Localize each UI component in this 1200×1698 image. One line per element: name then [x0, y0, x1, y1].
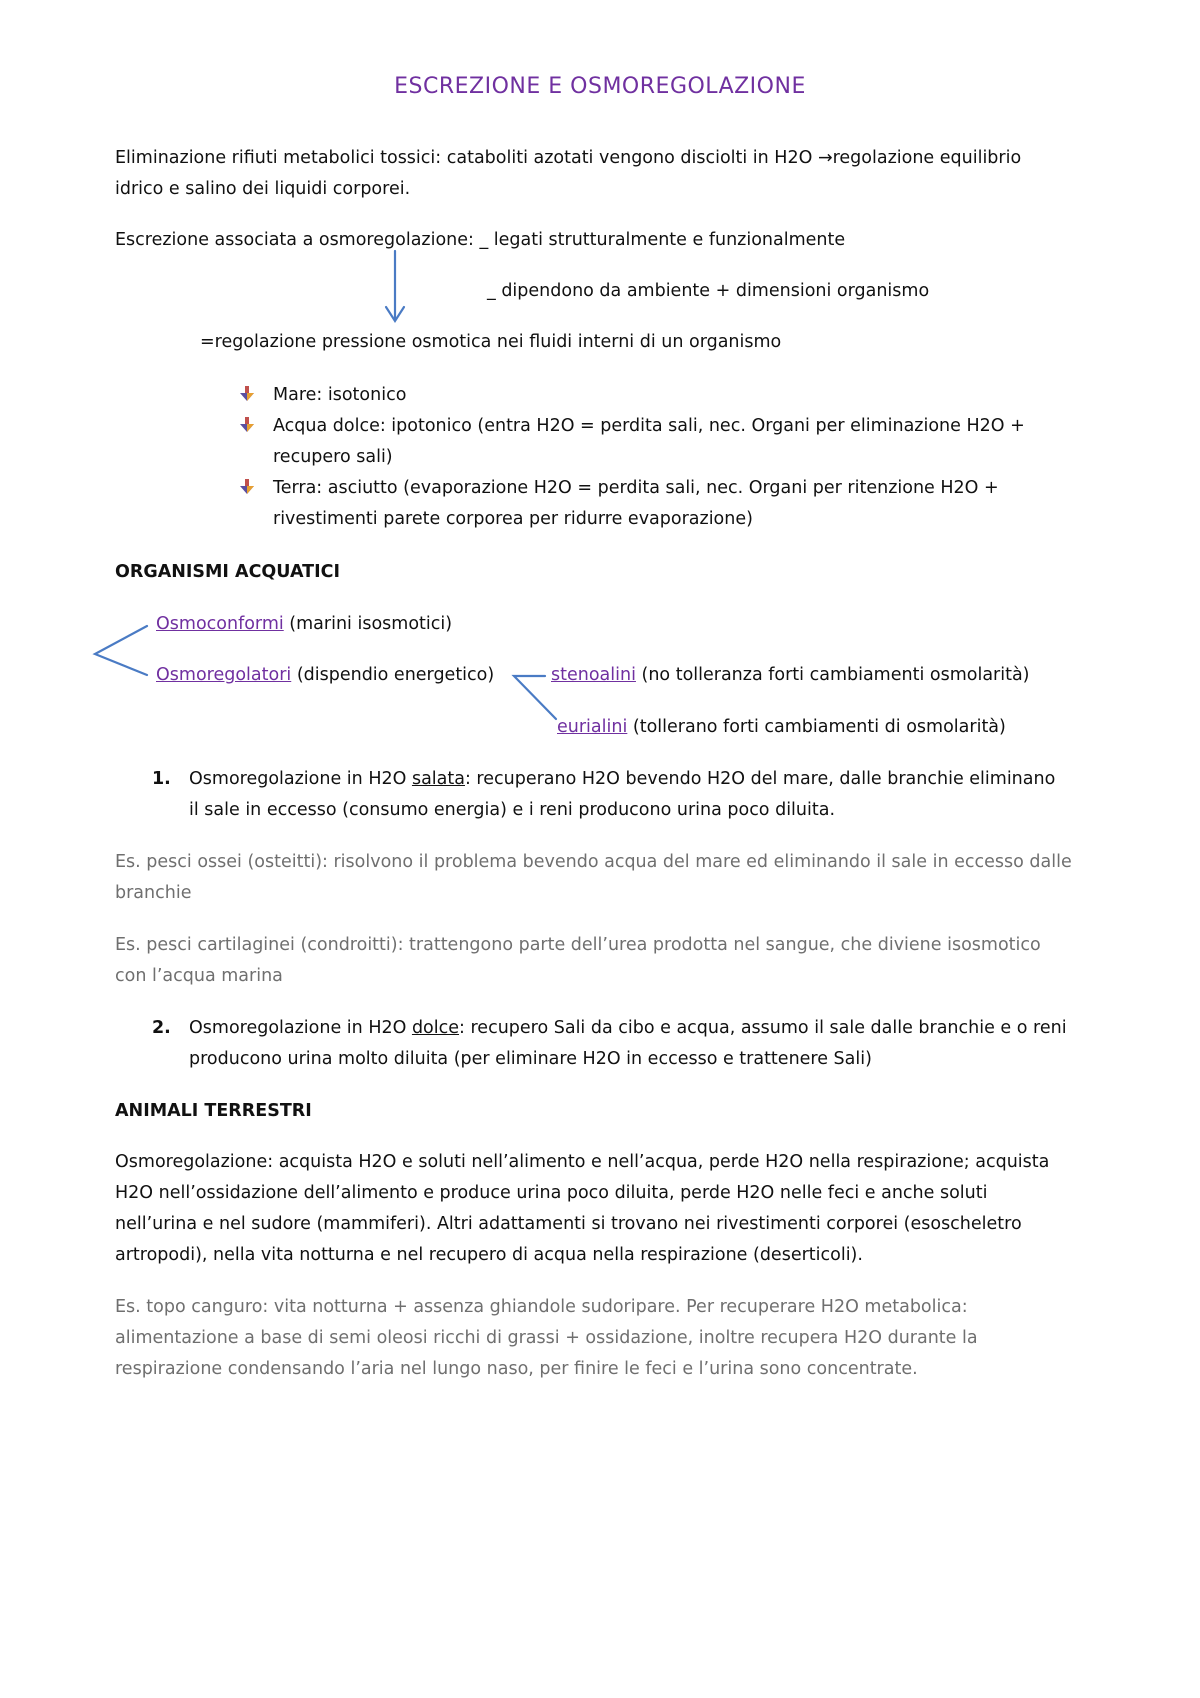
list-item-1-post: : recuperano H2O bevendo H2O del mare, dalle branchie eliminano: [464, 769, 1056, 789]
example-2-line-1: Es. pesci cartilaginei (condroitti): trattengono parte dell’urea prodotta nel sangue, che diviene isosmotico: [115, 935, 1041, 955]
stenoalini-desc: (no tolleranza forti cambiamenti osmolarità): [635, 665, 1030, 685]
intro-line-1: Eliminazione rifiuti metabolici tossici: cataboliti azotati vengono disciolti in H2O →regolazione equilibrio: [115, 148, 1022, 168]
example-2-line-2: con l’acqua marina: [115, 966, 283, 986]
example-3-line-2: alimentazione a base di semi oleosi ricchi di grassi + ossidazione, inoltre recupera H2O durante la: [115, 1328, 978, 1348]
eurialini-line: [557, 712, 1006, 743]
terrestri-line-1: Osmoregolazione: acquista H2O e soluti nell’alimento e nell’acqua, perde H2O nella respirazione; acquista: [115, 1152, 1050, 1172]
terrestri-line-2: H2O nell’ossidazione dell’alimento e produce urina poco diluita, perde H2O nelle feci e anche soluti: [115, 1183, 988, 1203]
escrezione-item-2: _ dipendono da ambiente + dimensioni organismo: [487, 281, 930, 301]
list-item-2-line-1: [189, 1013, 1067, 1044]
arrow-down-bullet-icon: [240, 386, 254, 402]
intro-line-2: idrico e salino dei liquidi corporei.: [115, 179, 411, 199]
example-3-line-3: respirazione condensando l’aria nel lungo naso, per finire le feci e l’urina sono concentrate.: [115, 1359, 918, 1379]
list-item-1-line-2: il sale in eccesso (consumo energia) e i reni producono urina poco diluita.: [189, 800, 836, 820]
terrestri-line-3: nell’urina e nel sudore (mammiferi). Altri adattamenti si trovano nei rivestimenti corporei (esoscheletro: [115, 1214, 1022, 1234]
osmoconformi-desc: (marini isosmotici): [283, 614, 453, 634]
terrestri-line-4: artropodi), nella vita notturna e nel recupero di acqua nella respirazione (deserticoli).: [115, 1245, 863, 1265]
example-1-line-1: Es. pesci ossei (osteitti): risolvono il problema bevendo acqua del mare ed eliminando il sale in eccesso dalle: [115, 852, 1072, 872]
down-arrow-head: [386, 307, 404, 321]
list-item-2-number: 2.: [152, 1018, 171, 1038]
escrezione-line: [115, 225, 845, 256]
list-item-1-number: 1.: [152, 769, 171, 789]
list-item-2-line-2: producono urina molto diluita (per eliminare H2O in eccesso e trattenere Sali): [189, 1049, 872, 1069]
list-item-2-underlined: dolce: [411, 1018, 460, 1038]
bracket-right-icon: [514, 676, 556, 719]
list-item-1-line-1: [189, 764, 1055, 795]
bracket-left-icon: [95, 626, 147, 675]
escrezione-label: Escrezione associata a osmoregolazione:: [115, 230, 480, 250]
bullet-3-line-2: rivestimenti parete corporea per ridurre evaporazione): [273, 509, 753, 529]
arrow-down-bullet-icon: [240, 479, 254, 495]
stenoalini-line: [551, 660, 1030, 691]
osmoregolatori-desc: (dispendio energetico): [291, 665, 495, 685]
list-item-1-pre: Osmoregolazione in H2O: [189, 769, 412, 789]
stenoalini-link[interactable]: stenoalini: [551, 665, 636, 685]
heading-animali-terrestri: ANIMALI TERRESTRI: [115, 1101, 312, 1121]
bullet-2-line-2: recupero sali): [273, 447, 393, 467]
eurialini-link[interactable]: eurialini: [557, 717, 628, 737]
osmoconformi-line: [156, 609, 452, 640]
list-item-2-pre: Osmoregolazione in H2O: [189, 1018, 412, 1038]
eurialini-desc: (tollerano forti cambiamenti di osmolarità): [627, 717, 1006, 737]
osmoconformi-link[interactable]: Osmoconformi: [156, 614, 284, 634]
osmoregolatori-line: [156, 660, 494, 691]
osmoregolatori-link[interactable]: Osmoregolatori: [156, 665, 292, 685]
document-title: ESCREZIONE E OSMOREGOLAZIONE: [394, 74, 806, 99]
escrezione-definition: =regolazione pressione osmotica nei fluidi interni di un organismo: [200, 332, 782, 352]
example-3-line-1: Es. topo canguro: vita notturna + assenza ghiandole sudoripare. Per recuperare H2O metabolica:: [115, 1297, 968, 1317]
example-1-line-2: branchie: [115, 883, 192, 903]
bullet-1-line-1: Mare: isotonico: [273, 385, 407, 405]
list-item-1-underlined: salata: [411, 769, 465, 789]
heading-organismi-acquatici: ORGANISMI ACQUATICI: [115, 562, 340, 582]
arrow-down-bullet-icon: [240, 417, 254, 433]
escrezione-item-1: _ legati strutturalmente e funzionalmente: [479, 230, 846, 250]
bullet-2-line-1: Acqua dolce: ipotonico (entra H2O = perdita sali, nec. Organi per eliminazione H2O +: [273, 416, 1025, 436]
bullet-3-line-1: Terra: asciutto (evaporazione H2O = perdita sali, nec. Organi per ritenzione H2O +: [273, 478, 999, 498]
list-item-2-post: : recupero Sali da cibo e acqua, assumo il sale dalle branchie e o reni: [459, 1018, 1067, 1038]
